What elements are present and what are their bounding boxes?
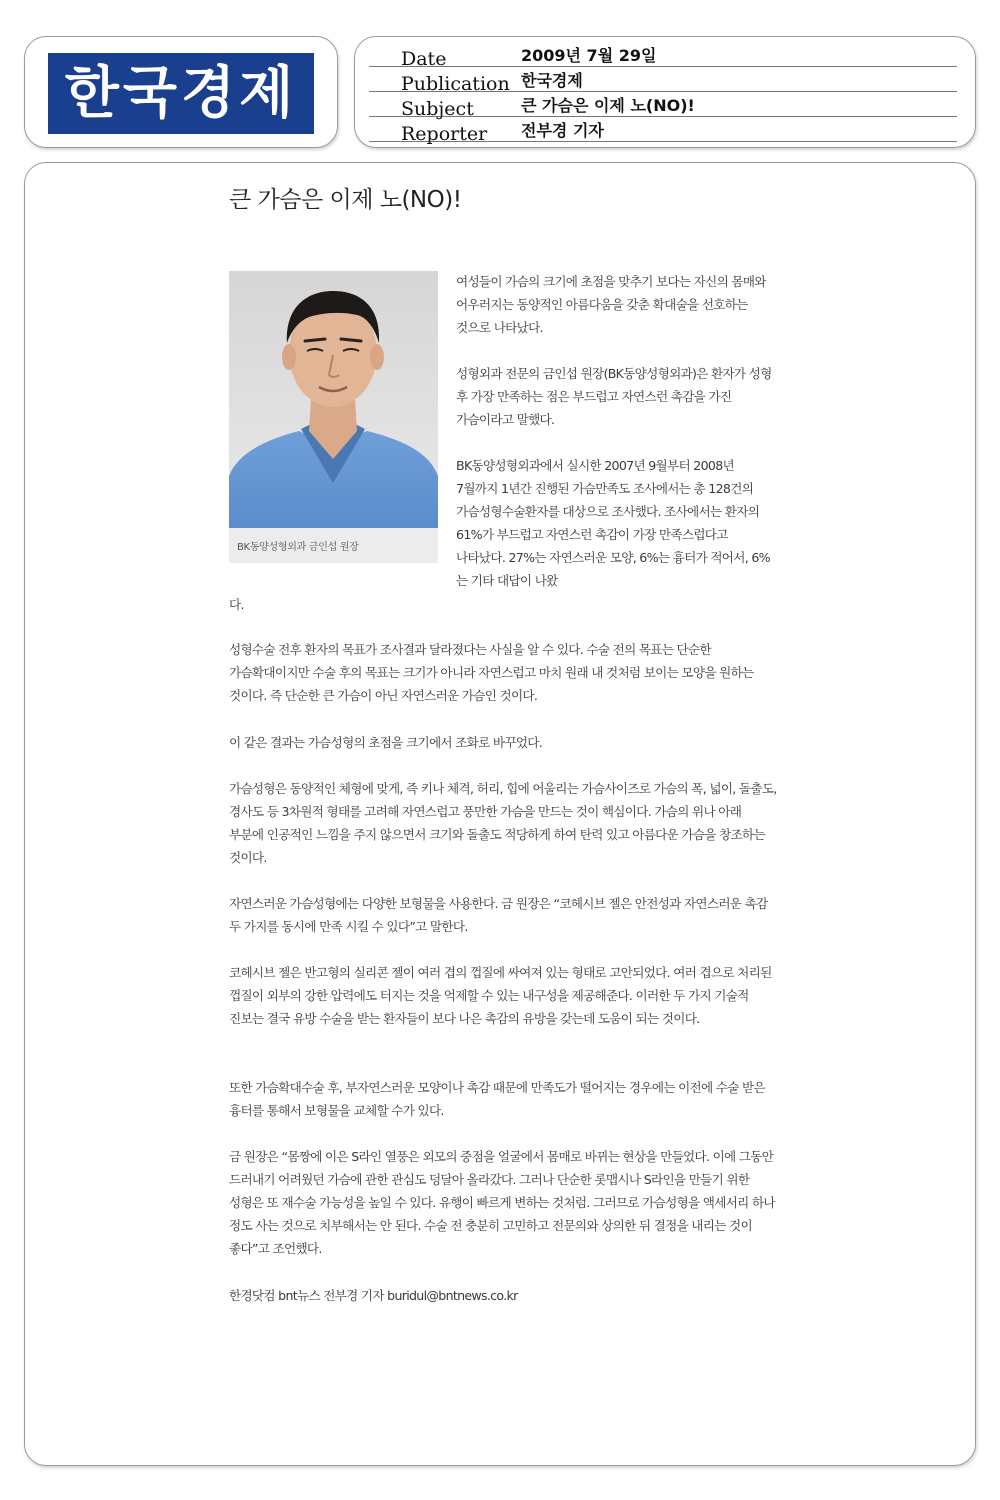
article-byline: 한경닷컴 bnt뉴스 전부경 기자 buridul@bntnews.co.kr	[229, 1288, 518, 1303]
article-info-box	[354, 36, 976, 148]
publication-logo	[48, 53, 314, 134]
masthead-logo-box	[24, 36, 338, 148]
article-paragraph: 자연스러운 가슴성형에는 다양한 보형물을 사용한다. 금 원장은 “코헤시브 젤은 안전성과 자연스러운 촉감 두 가지를 동시에 만족 시킬 수 있다”고 말한다.	[229, 896, 768, 934]
article-paragraph: 가슴성형은 동양적인 체형에 맞게, 즉 키나 체격, 허리, 힙에 어울리는 가슴사이즈로 가슴의 폭, 넓이, 돌출도, 경사도 등 3차원적 형태를 고려해 자연스럽고 풍만한 가슴을 만드는 것이 핵심이다. 가슴의 위나 아래 부분에 인공적인 느낌을 주지 않으면서 크기와 돌출도 적당하게 하여 탄력 있고 아름다운 가슴을 창조하는 것이다.	[229, 781, 777, 865]
doctor-photo	[229, 271, 438, 528]
article-paragraph: 여성들이 가슴의 크기에 초점을 맞추기 보다는 자신의 몸매와 어우러지는 동양적인 아름다움을 갖춘 확대술을 선호하는 것으로 나타났다.	[456, 274, 766, 335]
info-row-subject	[369, 92, 957, 120]
info-row-reporter	[369, 117, 957, 145]
article-paragraph: 이 같은 결과는 가슴성형의 초점을 크기에서 조화로 바꾸었다.	[229, 735, 543, 750]
article-paragraph: 성형수술 전후 환자의 목표가 조사결과 달라졌다는 사실을 알 수 있다. 수술 전의 목표는 단순한 가슴확대이지만 수술 후의 목표는 크기가 아니라 자연스럽고 마치 원래 내 것처럼 보이는 모양을 원하는 것이다. 즉 단순한 큰 가슴이 아닌 자연스러운 가슴인 것이다.	[229, 642, 754, 703]
info-label: Date	[401, 48, 447, 70]
info-row-date	[369, 42, 957, 70]
info-value-publication: 한국경제	[521, 71, 583, 90]
article-paragraph: BK동양성형외과에서 실시한 2007년 9월부터 2008년 7월까지 1년간 진행된 가슴만족도 조사에서는 총 128건의 가슴성형수술환자를 대상으로 조사했다. 조사에서는 환자의 61%가 부드럽고 자연스런 촉감이 가장 만족스럽다고 나타났다. 27%는 자연스러운 모양, 6%는 흉터가 적어서, 6%는 기타 대답이 나왔	[456, 458, 770, 588]
info-label: Subject	[401, 98, 474, 120]
article-paragraph: 성형외과 전문의 금인섭 원장(BK동양성형외과)은 환자가 성형 후 가장 만족하는 점은 부드럽고 자연스런 촉감을 가진 가슴이라고 말했다.	[456, 366, 772, 427]
info-value-date: 2009년 7월 29일	[521, 46, 657, 65]
article-paragraph: 다.	[229, 597, 244, 612]
info-value-reporter: 전부경 기자	[521, 121, 604, 140]
article-paragraph: 금 원장은 “몸짱에 이은 S라인 열풍은 외모의 중점을 얼굴에서 몸매로 바뀌는 현상을 만들었다. 이에 그동안 드러내기 어려웠던 가슴에 관한 관심도 덩달아 올라갔다. 그러나 단순한 롯맵시나 S라인을 만들기 위한 성형은 또 재수술 가능성을 높일 수 있다. 유행이 빠르게 변하는 것처럼. 그러므로 가슴성형을 액세서리 하나 정도 사는 것으로 치부해서는 안 된다. 수술 전 충분히 고민하고 전문의와 상의한 뒤 결정을 내리는 것이 좋다”고 조언했다.	[229, 1149, 775, 1256]
info-label: Reporter	[401, 123, 488, 145]
info-label: Publication	[401, 73, 510, 95]
info-row-publication	[369, 67, 957, 95]
photo-caption: BK동양성형외과 금인섭 원장	[237, 542, 359, 553]
doctor-photo-figure	[229, 271, 438, 563]
info-value-subject: 큰 가슴은 이제 노(NO)!	[521, 96, 695, 115]
article-title: 큰 가슴은 이제 노(NO)!	[229, 187, 462, 213]
article-paragraph: 코헤시브 젤은 반고형의 실리콘 젤이 여러 겹의 껍질에 싸여져 있는 형태로 고안되었다. 여러 겹으로 처리된 껍질이 외부의 강한 압력에도 터지는 것을 억제할 수 있는 내구성을 제공해준다. 이러한 두 가지 기술적 진보는 결국 유방 수술을 받는 환자들이 보다 나은 촉감의 유방을 갖는데 도움이 되는 것이다.	[229, 965, 772, 1026]
logo-text: 한국경제	[64, 60, 298, 126]
article-paragraph: 또한 가슴확대수술 후, 부자연스러운 모양이나 촉감 때문에 만족도가 떨어지는 경우에는 이전에 수술 받은 흉터를 통해서 보형물을 교체할 수가 있다.	[229, 1080, 765, 1118]
